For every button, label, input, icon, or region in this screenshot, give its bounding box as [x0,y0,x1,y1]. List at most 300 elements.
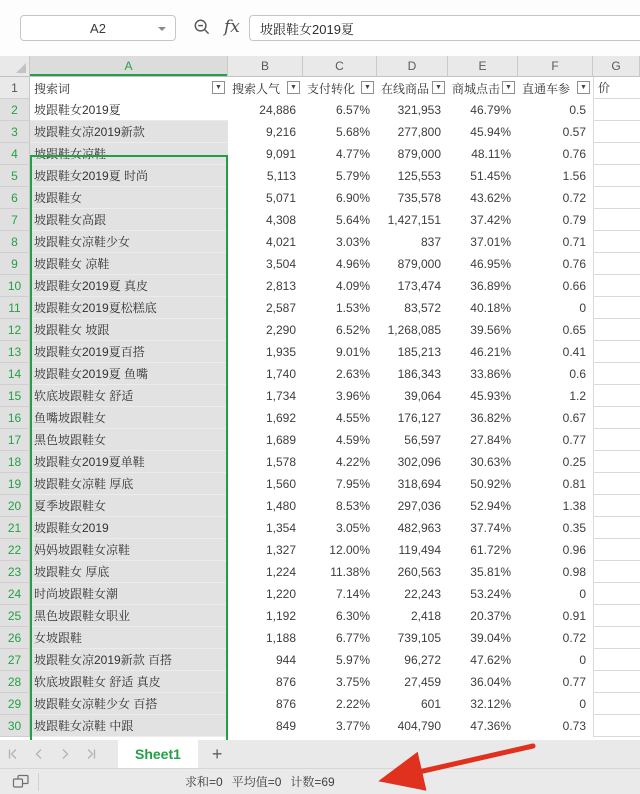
row-header[interactable]: 4 [0,143,30,165]
cell-search-popularity[interactable]: 1,480 [228,495,303,517]
row-header[interactable]: 13 [0,341,30,363]
header-cell-keyword[interactable] [30,77,228,99]
cell-online-products[interactable]: 1,427,151 [377,209,448,231]
column-header-g[interactable]: G [593,56,640,77]
table-row [0,627,640,649]
table-row [0,451,640,473]
sheet-tab-bar [0,740,640,768]
cell-ppc-price[interactable]: 0.71 [518,231,593,253]
name-box-caret-icon[interactable] [158,27,166,31]
cell-empty-g[interactable] [593,209,640,231]
table-row [0,99,640,121]
cell-keyword[interactable]: 黑色坡跟鞋女职业 [30,605,228,627]
cell-mall-click[interactable]: 37.42% [448,209,518,231]
cell-empty-g[interactable] [593,583,640,605]
sheet-nav-prev-icon[interactable] [26,740,52,768]
table-row [0,385,640,407]
cell-search-popularity[interactable]: 876 [228,693,303,715]
table-row [0,715,640,737]
cell-mall-click[interactable]: 43.62% [448,187,518,209]
cell-mall-click[interactable]: 27.84% [448,429,518,451]
row-header[interactable]: 15 [0,385,30,407]
formula-bar [0,0,640,56]
cell-keyword[interactable]: 鱼嘴坡跟鞋女 [30,407,228,429]
column-header-b[interactable]: B [228,56,303,77]
header-cell-g[interactable]: 价 [593,77,640,99]
header-cell-conversion[interactable] [303,77,377,99]
cell-mall-click[interactable]: 46.21% [448,341,518,363]
formula-value: 坡跟鞋女2019夏 [260,21,354,37]
cell-keyword[interactable]: 夏季坡跟鞋女 [30,495,228,517]
cell-ppc-price[interactable]: 0.76 [518,253,593,275]
cell-online-products[interactable]: 739,105 [377,627,448,649]
filter-button[interactable] [212,81,225,94]
cell-pay-conversion[interactable]: 6.30% [303,605,377,627]
cell-search-popularity[interactable]: 1,192 [228,605,303,627]
table-row [0,539,640,561]
row-header[interactable]: 19 [0,473,30,495]
cell-search-popularity[interactable]: 2,813 [228,275,303,297]
cell-keyword[interactable]: 坡跟鞋女2019夏 [30,99,228,121]
selection-mode-icon[interactable] [8,774,34,790]
cell-empty-g[interactable] [593,407,640,429]
cell-pay-conversion[interactable]: 3.03% [303,231,377,253]
cell-online-products[interactable]: 1,268,085 [377,319,448,341]
cell-empty-g[interactable] [593,495,640,517]
formula-input[interactable] [249,15,640,41]
cell-ppc-price[interactable]: 0.25 [518,451,593,473]
cell-online-products[interactable]: 837 [377,231,448,253]
cell-pay-conversion[interactable]: 6.90% [303,187,377,209]
cell-keyword[interactable]: 坡跟鞋女 坡跟 [30,319,228,341]
cell-mall-click[interactable]: 30.63% [448,451,518,473]
header-label: 搜索词 [34,81,71,96]
cell-search-popularity[interactable]: 1,560 [228,473,303,495]
cell-search-popularity[interactable]: 1,692 [228,407,303,429]
column-headers [0,56,640,77]
cell-empty-g[interactable] [593,231,640,253]
table-row [0,517,640,539]
table-row [0,583,640,605]
cell-keyword[interactable]: 时尚坡跟鞋女潮 [30,583,228,605]
cell-empty-g[interactable] [593,319,640,341]
cell-empty-g[interactable] [593,165,640,187]
cell-mall-click[interactable]: 47.62% [448,649,518,671]
cell-pay-conversion[interactable]: 5.97% [303,649,377,671]
sheet-nav-next-icon[interactable] [52,740,78,768]
cell-mall-click[interactable]: 36.89% [448,275,518,297]
cell-search-popularity[interactable]: 1,220 [228,583,303,605]
table-row [0,649,640,671]
cell-pay-conversion[interactable]: 4.55% [303,407,377,429]
cell-mall-click[interactable]: 48.11% [448,143,518,165]
row-header-1[interactable]: 1 [0,77,30,99]
cell-search-popularity[interactable]: 1,935 [228,341,303,363]
cell-online-products[interactable]: 39,064 [377,385,448,407]
cell-pay-conversion[interactable]: 3.75% [303,671,377,693]
row-header[interactable]: 26 [0,627,30,649]
cell-online-products[interactable]: 173,474 [377,275,448,297]
table-row [0,319,640,341]
cell-online-products[interactable]: 601 [377,693,448,715]
cell-search-popularity[interactable]: 1,354 [228,517,303,539]
row-header[interactable]: 22 [0,539,30,561]
row-header[interactable]: 17 [0,429,30,451]
sheet-nav-first-icon[interactable] [0,740,26,768]
cell-online-products[interactable]: 879,000 [377,253,448,275]
cell-pay-conversion[interactable]: 12.00% [303,539,377,561]
filter-caret-icon: ▼ [215,84,222,91]
cell-empty-g[interactable] [593,275,640,297]
cell-online-products[interactable]: 277,800 [377,121,448,143]
row-header[interactable]: 11 [0,297,30,319]
cell-pay-conversion[interactable]: 3.96% [303,385,377,407]
cell-mall-click[interactable]: 45.94% [448,121,518,143]
cell-ppc-price[interactable]: 1.2 [518,385,593,407]
cell-online-products[interactable]: 482,963 [377,517,448,539]
cell-search-popularity[interactable]: 24,886 [228,99,303,121]
cell-search-popularity[interactable]: 2,587 [228,297,303,319]
row-header[interactable]: 30 [0,715,30,737]
row-header[interactable]: 12 [0,319,30,341]
cell-empty-g[interactable] [593,297,640,319]
cell-ppc-price[interactable]: 0.6 [518,363,593,385]
status-sum: 求和=0 [185,775,223,789]
data-rows [0,99,640,737]
table-row [0,341,640,363]
status-average: 平均值=0 [231,775,282,789]
cell-online-products[interactable]: 176,127 [377,407,448,429]
cell-pay-conversion[interactable]: 2.22% [303,693,377,715]
cell-online-products[interactable]: 297,036 [377,495,448,517]
cell-ppc-price[interactable]: 0.73 [518,715,593,737]
cell-mall-click[interactable]: 52.94% [448,495,518,517]
cell-search-popularity[interactable]: 9,216 [228,121,303,143]
cell-online-products[interactable]: 22,243 [377,583,448,605]
cell-empty-g[interactable] [593,627,640,649]
cell-ppc-price[interactable]: 0.96 [518,539,593,561]
cell-ppc-price[interactable]: 0.35 [518,517,593,539]
cell-ppc-price[interactable]: 0.66 [518,275,593,297]
cell-empty-g[interactable] [593,143,640,165]
cell-mall-click[interactable]: 45.93% [448,385,518,407]
cell-search-popularity[interactable]: 9,091 [228,143,303,165]
cell-pay-conversion[interactable]: 5.68% [303,121,377,143]
cell-ppc-price[interactable]: 0.76 [518,143,593,165]
sheet-tab[interactable]: Sheet1 [118,740,198,768]
cell-mall-click[interactable]: 46.95% [448,253,518,275]
cell-ppc-price[interactable]: 1.38 [518,495,593,517]
cell-mall-click[interactable]: 47.36% [448,715,518,737]
cell-keyword[interactable]: 坡跟鞋女2019夏百搭 [30,341,228,363]
cell-online-products[interactable]: 321,953 [377,99,448,121]
cell-mall-click[interactable]: 40.18% [448,297,518,319]
table-row [0,605,640,627]
cell-search-popularity[interactable]: 4,308 [228,209,303,231]
filter-caret-icon: ▼ [505,84,512,91]
cell-mall-click[interactable]: 33.86% [448,363,518,385]
cell-pay-conversion[interactable]: 1.53% [303,297,377,319]
cell-keyword[interactable]: 坡跟鞋女 凉鞋 [30,253,228,275]
filter-caret-icon: ▼ [580,84,587,91]
table-row [0,165,640,187]
cell-pay-conversion[interactable]: 6.77% [303,627,377,649]
row-header[interactable]: 16 [0,407,30,429]
row-header[interactable]: 10 [0,275,30,297]
cell-empty-g[interactable] [593,561,640,583]
cell-online-products[interactable]: 2,418 [377,605,448,627]
cell-keyword[interactable]: 坡跟鞋女2019夏 时尚 [30,165,228,187]
cell-search-popularity[interactable]: 3,504 [228,253,303,275]
cell-online-products[interactable]: 125,553 [377,165,448,187]
cell-online-products[interactable]: 879,000 [377,143,448,165]
cell-keyword[interactable]: 软底坡跟鞋女 舒适 [30,385,228,407]
cell-empty-g[interactable] [593,451,640,473]
cell-pay-conversion[interactable]: 6.57% [303,99,377,121]
row-header[interactable]: 21 [0,517,30,539]
select-all-corner[interactable] [0,56,30,77]
table-row [0,363,640,385]
cell-empty-g[interactable] [593,363,640,385]
cell-search-popularity[interactable]: 1,740 [228,363,303,385]
header-cell-online[interactable] [377,77,448,99]
row-header[interactable]: 27 [0,649,30,671]
cell-search-popularity[interactable]: 876 [228,671,303,693]
cell-empty-g[interactable] [593,649,640,671]
add-sheet-button[interactable]: + [211,744,223,764]
cell-keyword[interactable]: 妈妈坡跟鞋女凉鞋 [30,539,228,561]
row-header[interactable]: 3 [0,121,30,143]
cell-pay-conversion[interactable]: 7.95% [303,473,377,495]
row-header[interactable]: 9 [0,253,30,275]
cell-search-popularity[interactable]: 5,071 [228,187,303,209]
cell-pay-conversion[interactable]: 3.05% [303,517,377,539]
cell-pay-conversion[interactable]: 5.79% [303,165,377,187]
cell-mall-click[interactable]: 46.79% [448,99,518,121]
cell-keyword[interactable]: 坡跟鞋女高跟 [30,209,228,231]
cell-keyword[interactable]: 坡跟鞋女凉鞋 中跟 [30,715,228,737]
cell-keyword[interactable]: 黑色坡跟鞋女 [30,429,228,451]
cell-pay-conversion[interactable]: 6.52% [303,319,377,341]
cell-pay-conversion[interactable]: 7.14% [303,583,377,605]
cell-empty-g[interactable] [593,539,640,561]
cell-ppc-price[interactable]: 0.91 [518,605,593,627]
column-header-d[interactable]: D [377,56,448,77]
column-header-f[interactable]: F [518,56,593,77]
fx-button[interactable]: fx [224,17,240,37]
cell-online-products[interactable]: 404,790 [377,715,448,737]
cell-mall-click[interactable]: 53.24% [448,583,518,605]
cell-ppc-price[interactable]: 0.81 [518,473,593,495]
cell-ppc-price[interactable]: 0 [518,297,593,319]
name-box[interactable] [20,15,176,41]
row-header[interactable]: 5 [0,165,30,187]
cell-keyword[interactable]: 坡跟鞋女 [30,187,228,209]
cell-search-popularity[interactable]: 4,021 [228,231,303,253]
cell-keyword[interactable]: 坡跟鞋女凉鞋 厚底 [30,473,228,495]
cell-empty-g[interactable] [593,429,640,451]
row-header[interactable]: 8 [0,231,30,253]
cell-online-products[interactable]: 96,272 [377,649,448,671]
cell-empty-g[interactable] [593,517,640,539]
cell-search-popularity[interactable]: 1,188 [228,627,303,649]
cell-empty-g[interactable] [593,187,640,209]
cell-online-products[interactable]: 735,578 [377,187,448,209]
filter-button[interactable] [432,81,445,94]
cell-empty-g[interactable] [593,385,640,407]
cell-mall-click[interactable]: 36.04% [448,671,518,693]
cell-pay-conversion[interactable]: 2.63% [303,363,377,385]
header-cell-click[interactable] [448,77,518,99]
filter-button[interactable] [287,81,300,94]
cell-keyword[interactable]: 坡跟鞋女凉2019新款 百搭 [30,649,228,671]
cell-search-popularity[interactable]: 1,689 [228,429,303,451]
cell-ppc-price[interactable]: 0.57 [518,121,593,143]
cell-search-popularity[interactable]: 1,327 [228,539,303,561]
cell-ppc-price[interactable]: 0 [518,583,593,605]
row-header[interactable]: 25 [0,605,30,627]
cell-ppc-price[interactable]: 0.72 [518,627,593,649]
cell-keyword[interactable]: 坡跟鞋女2019夏松糕底 [30,297,228,319]
cell-keyword[interactable]: 女坡跟鞋 [30,627,228,649]
row-header[interactable]: 7 [0,209,30,231]
name-box-value: A2 [90,20,106,36]
cell-keyword[interactable]: 坡跟鞋女凉鞋少女 百搭 [30,693,228,715]
cell-keyword[interactable]: 坡跟鞋女 厚底 [30,561,228,583]
cell-keyword[interactable]: 坡跟鞋女凉2019新款 [30,121,228,143]
header-label: 直通车参 [522,81,571,96]
cell-search-popularity[interactable]: 2,290 [228,319,303,341]
filter-button[interactable] [361,81,374,94]
row-header[interactable]: 20 [0,495,30,517]
cell-online-products[interactable]: 27,459 [377,671,448,693]
table-row [0,143,640,165]
cell-search-popularity[interactable]: 1,224 [228,561,303,583]
cell-search-popularity[interactable]: 5,113 [228,165,303,187]
cell-empty-g[interactable] [593,253,640,275]
row-header[interactable]: 24 [0,583,30,605]
cell-ppc-price[interactable]: 0 [518,693,593,715]
cell-ppc-price[interactable]: 0.5 [518,99,593,121]
cell-empty-g[interactable] [593,99,640,121]
cell-ppc-price[interactable]: 0.77 [518,671,593,693]
cell-pay-conversion[interactable]: 4.09% [303,275,377,297]
cell-empty-g[interactable] [593,473,640,495]
status-count: 计数=69 [290,775,335,789]
cell-ppc-price[interactable]: 1.56 [518,165,593,187]
cell-empty-g[interactable] [593,693,640,715]
cell-mall-click[interactable]: 32.12% [448,693,518,715]
cell-empty-g[interactable] [593,121,640,143]
row-header[interactable]: 2 [0,99,30,121]
cell-keyword[interactable]: 坡跟鞋女2019夏 真皮 [30,275,228,297]
cell-search-popularity[interactable]: 849 [228,715,303,737]
sheet-nav-last-icon[interactable] [78,740,104,768]
cell-keyword[interactable]: 坡跟鞋女2019夏 鱼嘴 [30,363,228,385]
cell-mall-click[interactable]: 35.81% [448,561,518,583]
cell-ppc-price[interactable]: 0.98 [518,561,593,583]
cell-online-products[interactable]: 83,572 [377,297,448,319]
cell-mall-click[interactable]: 20.37% [448,605,518,627]
cell-keyword[interactable]: 坡跟鞋女2019 [30,517,228,539]
cell-pay-conversion[interactable]: 8.53% [303,495,377,517]
cell-online-products[interactable]: 260,563 [377,561,448,583]
filter-button[interactable] [577,81,590,94]
cell-online-products[interactable]: 318,694 [377,473,448,495]
cell-pay-conversion[interactable]: 4.22% [303,451,377,473]
cell-ppc-price[interactable]: 0.72 [518,187,593,209]
row-header[interactable]: 23 [0,561,30,583]
cell-empty-g[interactable] [593,715,640,737]
cell-mall-click[interactable]: 51.45% [448,165,518,187]
cell-empty-g[interactable] [593,605,640,627]
cell-mall-click[interactable]: 50.92% [448,473,518,495]
cell-pay-conversion[interactable]: 3.77% [303,715,377,737]
row-header[interactable]: 6 [0,187,30,209]
cell-online-products[interactable]: 119,494 [377,539,448,561]
column-header-c[interactable]: C [303,56,377,77]
cell-pay-conversion[interactable]: 4.77% [303,143,377,165]
cell-keyword[interactable]: 坡跟鞋女2019夏单鞋 [30,451,228,473]
status-bar [0,768,640,794]
cell-mall-click[interactable]: 61.72% [448,539,518,561]
table-row [0,121,640,143]
header-cell-popularity[interactable] [228,77,303,99]
cell-keyword[interactable]: 坡跟鞋女凉鞋 [30,143,228,165]
cell-ppc-price[interactable]: 0 [518,649,593,671]
cell-online-products[interactable]: 56,597 [377,429,448,451]
cell-online-products[interactable]: 185,213 [377,341,448,363]
filter-button[interactable] [502,81,515,94]
cell-ppc-price[interactable]: 0.65 [518,319,593,341]
cell-search-popularity[interactable]: 944 [228,649,303,671]
column-header-e[interactable]: E [448,56,518,77]
cell-ppc-price[interactable]: 0.41 [518,341,593,363]
cell-online-products[interactable]: 302,096 [377,451,448,473]
row-header[interactable]: 18 [0,451,30,473]
cell-mall-click[interactable]: 37.74% [448,517,518,539]
filter-caret-icon: ▼ [290,84,297,91]
cell-keyword[interactable]: 软底坡跟鞋女 舒适 真皮 [30,671,228,693]
header-cell-ppc[interactable] [518,77,593,99]
row-header[interactable]: 14 [0,363,30,385]
cell-pay-conversion[interactable]: 9.01% [303,341,377,363]
cell-search-popularity[interactable]: 1,734 [228,385,303,407]
cell-ppc-price[interactable]: 0.79 [518,209,593,231]
cell-mall-click[interactable]: 39.04% [448,627,518,649]
cell-ppc-price[interactable]: 0.67 [518,407,593,429]
cell-pay-conversion[interactable]: 4.96% [303,253,377,275]
cell-pay-conversion[interactable]: 4.59% [303,429,377,451]
cell-mall-click[interactable]: 39.56% [448,319,518,341]
cell-search-popularity[interactable]: 1,578 [228,451,303,473]
column-header-a[interactable]: A [30,56,228,77]
cell-empty-g[interactable] [593,671,640,693]
row-header[interactable]: 29 [0,693,30,715]
cell-ppc-price[interactable]: 0.77 [518,429,593,451]
cell-mall-click[interactable]: 37.01% [448,231,518,253]
search-icon[interactable] [192,18,212,43]
table-row [0,297,640,319]
cell-pay-conversion[interactable]: 11.38% [303,561,377,583]
cell-mall-click[interactable]: 36.82% [448,407,518,429]
cell-pay-conversion[interactable]: 5.64% [303,209,377,231]
cell-online-products[interactable]: 186,343 [377,363,448,385]
row-header[interactable]: 28 [0,671,30,693]
cell-keyword[interactable]: 坡跟鞋女凉鞋少女 [30,231,228,253]
cell-empty-g[interactable] [593,341,640,363]
table-row [0,693,640,715]
